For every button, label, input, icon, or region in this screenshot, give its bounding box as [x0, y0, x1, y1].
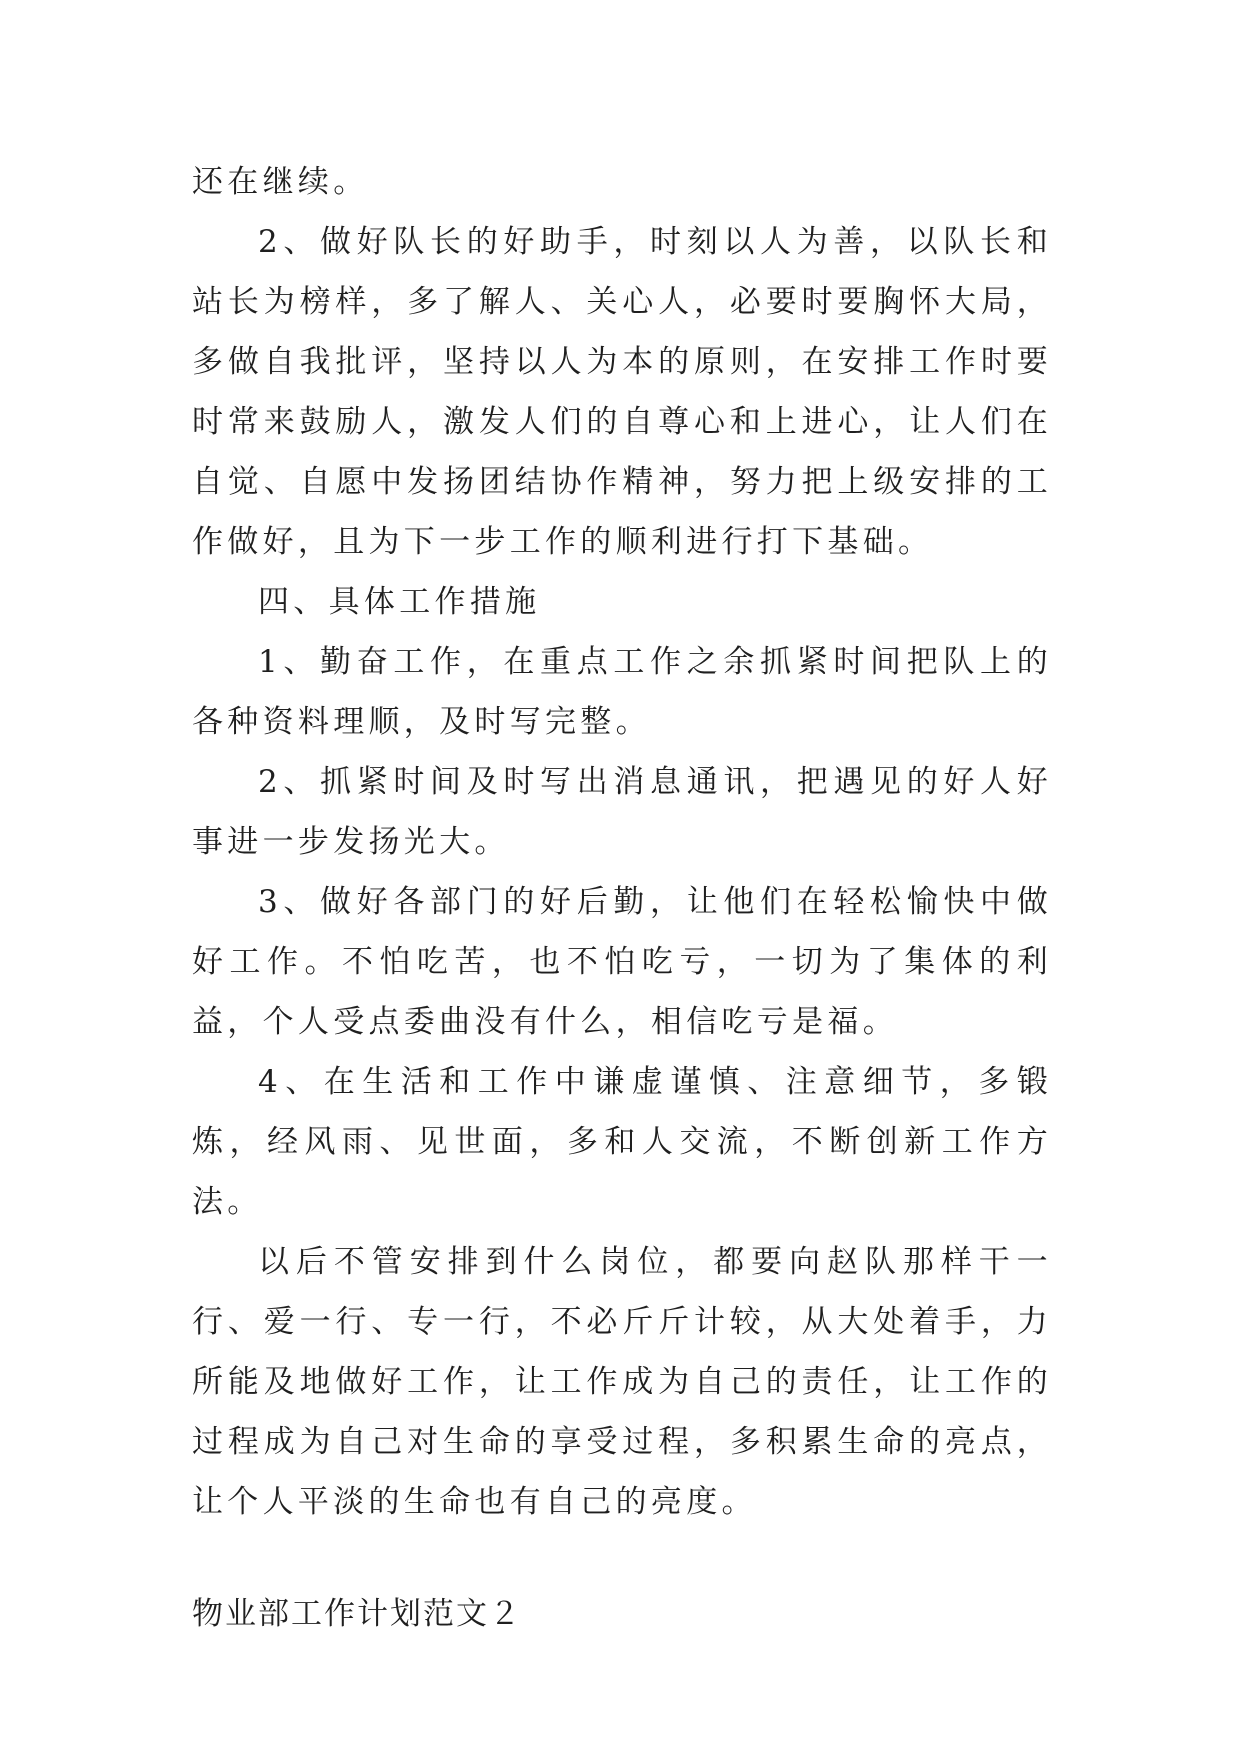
paragraph-measure-1: 1、勤奋工作，在重点工作之余抓紧时间把队上的各种资料理顺，及时写完整。 — [192, 644, 1052, 740]
paragraph-measure-4: 4、在生活和工作中谦虚谨慎、注意细节，多锻炼，经风雨、见世面，多和人交流，不断创新工作方法。 — [192, 1064, 1052, 1220]
paragraph-continuation: 还在继续。 — [192, 164, 369, 200]
document-page — [192, 152, 1052, 1644]
heading-specific-measures: 四、具体工作措施 — [258, 584, 541, 620]
section-title: 物业部工作计划范文２ — [192, 1596, 522, 1632]
paragraph-closing: 以后不管安排到什么岗位，都要向赵队那样干一行、爱一行、专一行，不必斤斤计较，从大处着手，力所能及地做好工作，让工作成为自己的责任，让工作的过程成为自己对生命的享受过程，多积累生命的亮点，让个人平淡的生命也有自己的亮度。 — [192, 1244, 1052, 1520]
paragraph-item-2-assistant: 2、做好队长的好助手，时刻以人为善，以队长和站长为榜样，多了解人、关心人，必要时要胸怀大局，多做自我批评，坚持以人为本的原则，在安排工作时要时常来鼓励人，激发人们的自尊心和上进心，让人们在自觉、自愿中发扬团结协作精神，努力把上级安排的工作做好，且为下一步工作的顺利进行打下基础。 — [192, 224, 1052, 560]
paragraph-measure-3: 3、做好各部门的好后勤，让他们在轻松愉快中做好工作。不怕吃苦，也不怕吃亏，一切为了集体的利益，个人受点委曲没有什么，相信吃亏是福。 — [192, 884, 1052, 1040]
paragraph-measure-2: 2、抓紧时间及时写出消息通讯，把遇见的好人好事进一步发扬光大。 — [192, 764, 1052, 860]
